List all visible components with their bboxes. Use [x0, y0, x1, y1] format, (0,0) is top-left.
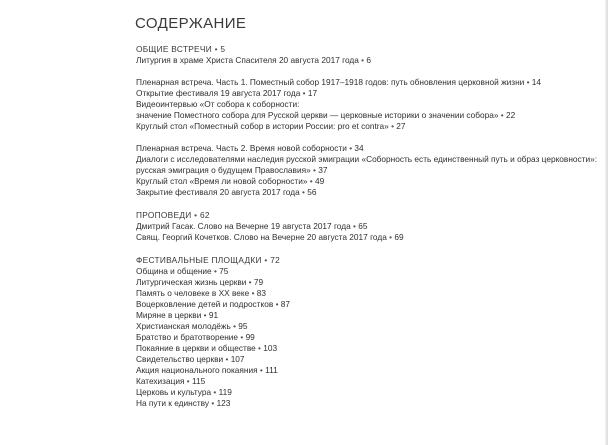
toc-entry-title: ФЕСТИВАЛЬНЫЕ ПЛОЩАДКИ — [136, 255, 262, 265]
toc-page-number: 79 — [253, 277, 264, 287]
toc-page-number: 91 — [208, 310, 219, 320]
toc-page-number: 83 — [256, 288, 267, 298]
toc-entry-title: Община и общение — [136, 266, 212, 276]
toc-page-number: 87 — [280, 299, 291, 309]
toc-bullet: • — [388, 121, 397, 131]
toc-entry-title: Миряне в церкви — [136, 310, 202, 320]
toc-entry-title: Свидетельство церкви — [136, 354, 224, 364]
toc-entry — [136, 232, 404, 242]
toc-entry-title: На пути к единству — [136, 398, 210, 408]
toc-entry-title: Христианская молодёжь — [136, 321, 231, 331]
toc-section-heading — [136, 44, 225, 54]
toc-page-number: 107 — [230, 354, 245, 364]
toc-bullet: • — [223, 354, 231, 364]
toc-entry — [136, 387, 232, 397]
toc-entry — [136, 88, 317, 98]
toc-bullet: • — [246, 277, 254, 287]
toc-bullet: • — [184, 376, 193, 386]
toc-page-number: 27 — [396, 121, 406, 131]
toc-bullet: • — [211, 44, 221, 54]
toc-page-number: 75 — [219, 266, 229, 276]
toc-entry — [136, 121, 406, 131]
toc-bullet: • — [346, 143, 355, 153]
toc-page-number: 72 — [270, 255, 281, 265]
toc-entry — [136, 277, 263, 287]
toc-entry-title: Пленарная встреча. Часть 1. Поместный собор 1917–1918 годов: путь обновления церковной жизни — [136, 77, 525, 87]
toc-bullet: • — [211, 387, 219, 397]
toc-entry-title: ОБЩИЕ ВСТРЕЧИ — [136, 44, 212, 54]
toc-page-number: 5 — [220, 44, 226, 54]
toc-page-number: 119 — [218, 387, 232, 397]
toc-page-number: 49 — [315, 176, 325, 186]
toc-bullet: • — [191, 210, 200, 220]
toc-bullet: • — [257, 365, 266, 375]
toc-bullet: • — [299, 187, 308, 197]
toc-bullet: • — [201, 310, 209, 320]
toc-page-number: 17 — [307, 88, 318, 98]
toc-page-number: 99 — [245, 332, 255, 342]
toc-entry — [136, 187, 316, 197]
toc-entry — [136, 376, 205, 386]
toc-entry-title: ПРОПОВЕДИ — [136, 210, 192, 220]
toc-bullet: • — [261, 255, 271, 265]
toc-entry-title: Диалоги с исследователями наследия русской эмиграции «Соборность есть единственный путь и образ церковности»: — [136, 154, 598, 164]
toc-bullet: • — [238, 332, 246, 342]
toc-entry — [136, 77, 541, 87]
toc-page-number: 65 — [358, 221, 368, 231]
toc-bullet: • — [211, 266, 220, 276]
toc-entry-title: Дмитрий Гасак. Слово на Вечерне 19 августа 2017 года — [136, 221, 351, 231]
toc-page-number: 34 — [354, 143, 364, 153]
toc-page-number: 56 — [307, 187, 317, 197]
toc-entry — [136, 176, 324, 186]
toc-bullet: • — [386, 232, 395, 242]
toc-page-number: 111 — [265, 365, 278, 375]
toc-bullet: • — [273, 299, 281, 309]
toc-entry-title: Видеоинтервью «От собора к соборности: — [136, 99, 300, 109]
toc-entry — [136, 354, 245, 364]
toc-entry-title: Литургическая жизнь церкви — [136, 277, 247, 287]
toc-entry-title: Литургия в храме Христа Спасителя 20 августа 2017 года — [136, 55, 359, 65]
toc-entry-title: Память о человеке в XX веке — [136, 288, 250, 298]
toc-entry — [136, 288, 266, 298]
toc-entry-title: Воцерковление детей и подростков — [136, 299, 274, 309]
toc-entry-title: Круглый стол «Поместный собор в истории России: pro et contra» — [136, 121, 389, 131]
toc-entry — [136, 165, 327, 175]
toc-entry-title: Церковь и культура — [136, 387, 212, 397]
toc-entry — [136, 332, 255, 342]
toc-bullet: • — [358, 55, 367, 65]
toc-entry — [136, 343, 277, 353]
toc-entry — [136, 143, 364, 153]
toc-bullet: • — [209, 398, 217, 408]
toc-entry-title: значение Поместного собора для Русской церкви — церковные историки о значении собора» — [136, 110, 499, 120]
toc-entry-title: русская эмиграция о будущем Православия» — [136, 165, 311, 175]
toc-bullet: • — [350, 221, 359, 231]
toc-page-number: 95 — [238, 321, 248, 331]
toc-section-heading — [136, 210, 210, 220]
toc-page-number: 123 — [216, 398, 231, 408]
toc-bullet: • — [498, 110, 506, 120]
toc-entry-title: Покаяние в церкви и обществе — [136, 343, 256, 353]
toc-entry — [136, 110, 515, 120]
toc-bullet: • — [249, 288, 257, 298]
toc-entry-title: Свящ. Георгий Кочетков. Слово на Вечерне 20 августа 2017 года — [136, 232, 387, 242]
toc-page-number: 6 — [366, 55, 371, 65]
toc-bullet: • — [255, 343, 264, 353]
toc-entry-title: Круглый стол «Время ли новой соборности» — [136, 176, 308, 186]
page-title: СОДЕРЖАНИЕ — [135, 15, 247, 32]
toc-page-number: 62 — [199, 210, 210, 220]
toc-entry-title: Пленарная встреча. Часть 2. Время новой соборности — [136, 143, 347, 153]
toc-bullet: • — [230, 321, 239, 331]
toc-entry — [136, 154, 597, 164]
toc-section-heading — [136, 255, 280, 265]
toc-entry — [136, 398, 230, 408]
toc-entry-title: Катехизация — [136, 376, 185, 386]
toc-bullet: • — [310, 165, 319, 175]
toc-page-number: 14 — [531, 77, 542, 87]
toc-entry — [136, 99, 299, 109]
toc-entry — [136, 310, 218, 320]
toc-page-number: 103 — [263, 343, 278, 353]
toc-entry — [136, 299, 290, 309]
toc-entry — [136, 266, 228, 276]
toc-bullet: • — [524, 77, 532, 87]
toc-entry — [136, 365, 278, 375]
toc-page-number: 37 — [318, 165, 328, 175]
toc-page-number: 22 — [506, 110, 516, 120]
toc-entry-title: Акция национального покаяния — [136, 365, 258, 375]
toc-page-number: 69 — [394, 232, 404, 242]
toc-entry-title: Открытие фестиваля 19 августа 2017 года — [136, 88, 301, 98]
toc-entry — [136, 221, 367, 231]
toc-entry-title: Закрытие фестиваля 20 августа 2017 года — [136, 187, 300, 197]
toc-page-number: 115 — [192, 376, 206, 386]
toc-entry — [136, 321, 248, 331]
toc-bullet: • — [300, 88, 308, 98]
toc-entry — [136, 55, 371, 65]
toc-bullet: • — [307, 176, 315, 186]
toc-entry-title: Братство и братотворение — [136, 332, 239, 342]
